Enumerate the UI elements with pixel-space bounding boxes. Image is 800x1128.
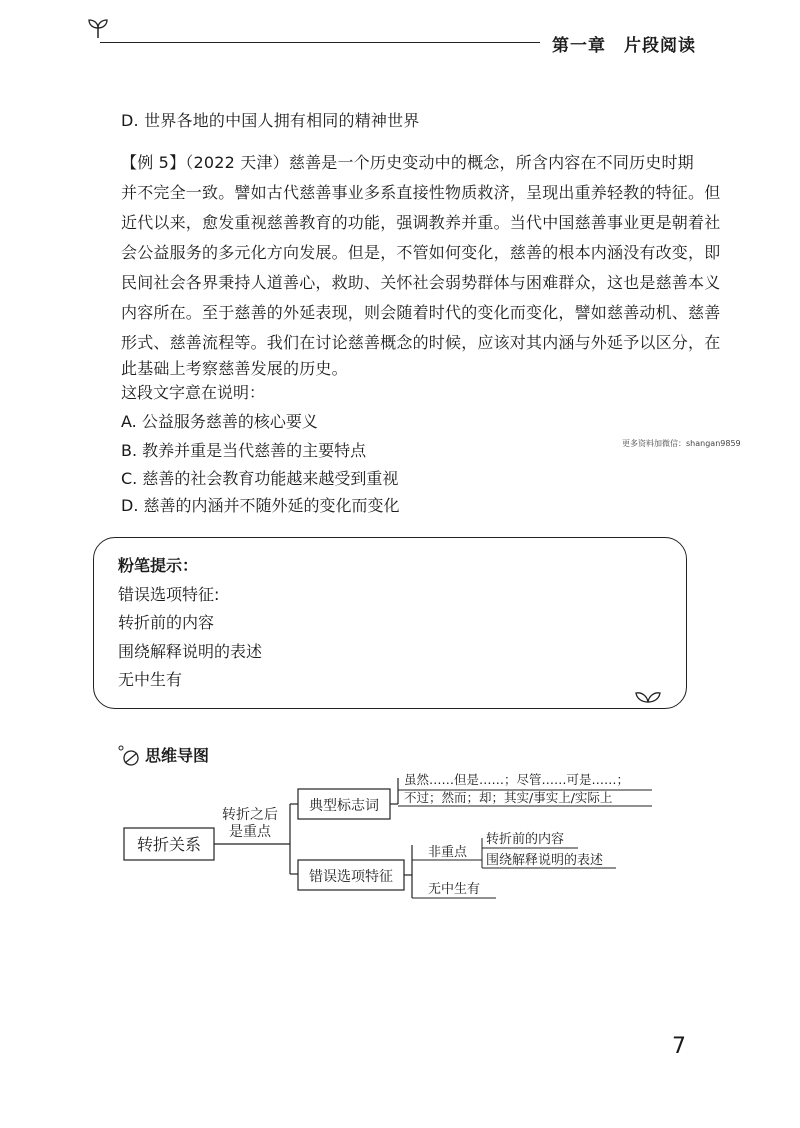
branch-label: 典型标志词 [309, 798, 379, 814]
option-c: C. 慈善的社会教育功能越来越受到重视 [121, 469, 399, 488]
sub-item: 转折前的内容 [486, 832, 565, 847]
option-b: B. 教养并重是当代慈善的主要特点 [121, 441, 367, 460]
example-line: 并不完全一致。譬如古代慈善事业多系直接性物质救济，呈现出重养轻教的特征。但 [121, 183, 721, 202]
example-line: 内容所在。至于慈善的外延表现，则会随着时代的变化而变化，譬如慈善动机、慈善 [121, 303, 721, 322]
tip-item: 无中生有 [118, 670, 183, 689]
question-stem: 这段文字意在说明： [121, 383, 266, 402]
tip-item: 转折前的内容 [118, 613, 215, 632]
example-line: 此基础上考察慈善发展的历史。 [121, 359, 348, 378]
example-line: 民间社会各界秉持人道善心，救助、关怀社会弱势群体与困难群众，这也是慈善本义 [121, 273, 721, 292]
mindmap-title: 思维导图 [145, 746, 210, 765]
example-line: 会公益服务的多元化方向发展。但是，不管如何变化，慈善的根本内涵没有改变，即 [121, 243, 721, 262]
side-note: 更多资料加微信：shangan9859 [622, 439, 741, 448]
tips-title: 粉笔提示： [118, 556, 199, 575]
prev-option-d: D. 世界各地的中国人拥有相同的精神世界 [121, 111, 420, 130]
chapter-title: 第一章 片段阅读 [552, 36, 696, 56]
page-number: 7 [672, 1034, 686, 1059]
tip-item: 围绕解释说明的表述 [118, 642, 263, 661]
sub-item: 围绕解释说明的表述 [486, 853, 604, 868]
example-line: 形式、慈善流程等。我们在讨论慈善概念的时候，应该对其内涵与外延予以区分，在 [121, 333, 721, 352]
example-line: 【例 5】（2022 天津）慈善是一个历史变动中的概念，所含内容在不同历史时期 [121, 153, 694, 172]
option-a: A. 公益服务慈善的核心要义 [121, 412, 318, 431]
edge-label: 是重点 [229, 824, 271, 840]
edge-label: 转折之后 [222, 807, 278, 823]
root-label: 转折关系 [136, 835, 202, 854]
option-d: D. 慈善的内涵并不随外延的变化而变化 [121, 496, 400, 515]
tip-item: 错误选项特征: [118, 585, 220, 604]
marker-words: 不过；然而；却；其实/事实上/实际上 [404, 790, 613, 805]
example-line: 近代以来，愈发重视慈善教育的功能，强调教养并重。当代中国慈善事业更是朝着社 [121, 213, 721, 232]
branch-label: 错误选项特征 [309, 869, 393, 885]
sub-label: 无中生有 [428, 882, 481, 897]
sub-label: 非重点 [428, 845, 468, 860]
marker-words: 虽然……但是……；尽管……可是……； [404, 772, 630, 787]
